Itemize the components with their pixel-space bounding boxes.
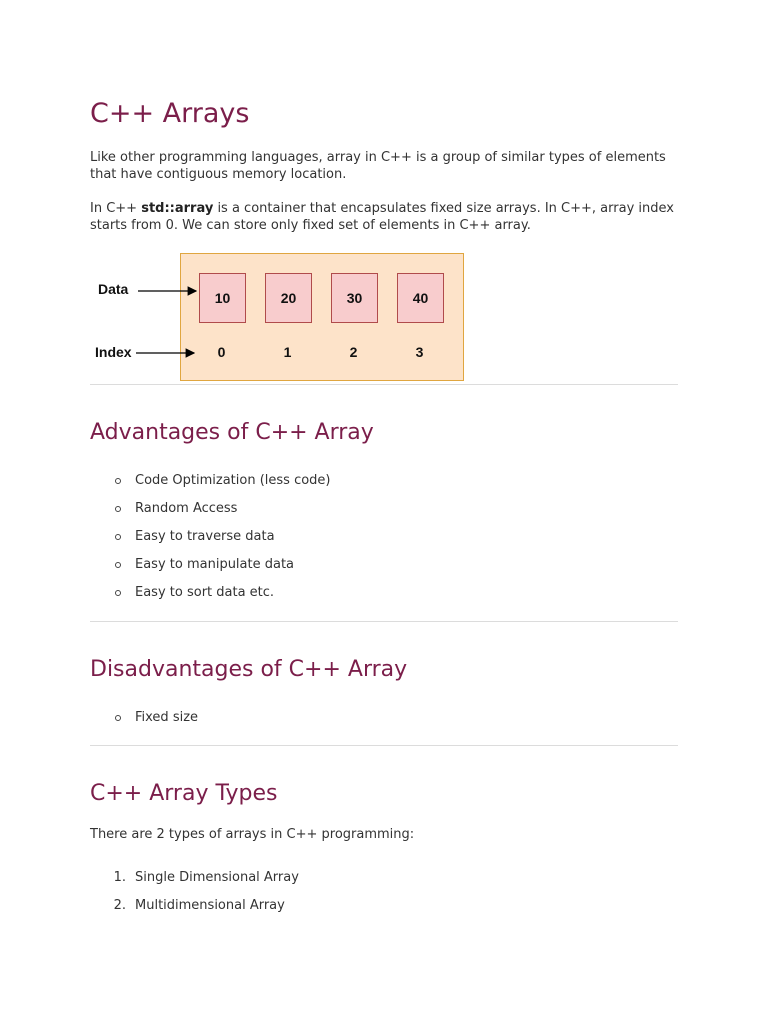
disadvantages-heading: Disadvantages of C++ Array xyxy=(90,657,408,682)
advantages-list xyxy=(90,472,678,612)
intro-p2-pre: In C++ xyxy=(90,201,142,216)
array-types-intro: There are 2 types of arrays in C++ programming: xyxy=(90,827,415,842)
array-cell: 30 xyxy=(331,273,378,323)
list-item: Easy to manipulate data xyxy=(90,556,678,584)
diagram-arrows xyxy=(90,253,470,383)
array-diagram xyxy=(90,253,470,383)
circle-bullet-icon xyxy=(115,715,121,721)
array-cell: 10 xyxy=(199,273,246,323)
array-index: 1 xyxy=(283,344,292,360)
list-item: Easy to traverse data xyxy=(90,528,678,556)
section-divider xyxy=(90,745,678,746)
array-index: 2 xyxy=(349,344,358,360)
section-divider xyxy=(90,384,678,385)
advantages-heading: Advantages of C++ Array xyxy=(90,420,374,445)
array-index: 3 xyxy=(415,344,424,360)
list-item: Code Optimization (less code) xyxy=(90,472,678,500)
circle-bullet-icon xyxy=(115,562,121,568)
intro-paragraph-1: Like other programming languages, array in C++ is a group of similar types of elements that have contiguous memory location. xyxy=(90,150,666,182)
array-types-heading: C++ Array Types xyxy=(90,781,278,806)
array-index: 0 xyxy=(217,344,226,360)
circle-bullet-icon xyxy=(115,478,121,484)
array-cell: 20 xyxy=(265,273,312,323)
data-label: Data xyxy=(98,281,129,297)
index-label: Index xyxy=(95,344,132,360)
list-item: 2. Multidimensional Array xyxy=(113,898,285,913)
circle-bullet-icon xyxy=(115,506,121,512)
array-types-list xyxy=(90,869,678,925)
intro-paragraph-2 xyxy=(90,200,678,234)
array-cell: 40 xyxy=(397,273,444,323)
section-divider xyxy=(90,621,678,622)
page-title: C++ Arrays xyxy=(90,98,250,129)
list-item: 1. Single Dimensional Array xyxy=(113,870,299,885)
list-item: Easy to sort data etc. xyxy=(90,584,678,612)
circle-bullet-icon xyxy=(115,534,121,540)
list-item: Fixed size xyxy=(90,709,678,737)
disadvantages-list xyxy=(90,709,678,737)
intro-p2-post: is a container that encapsulates fixed size arrays. In C++, array index starts from 0. We can store only fixed set of elements in C++ array. xyxy=(90,201,674,233)
std-array-term: std::array xyxy=(141,201,214,216)
list-item: Random Access xyxy=(90,500,678,528)
circle-bullet-icon xyxy=(115,590,121,596)
